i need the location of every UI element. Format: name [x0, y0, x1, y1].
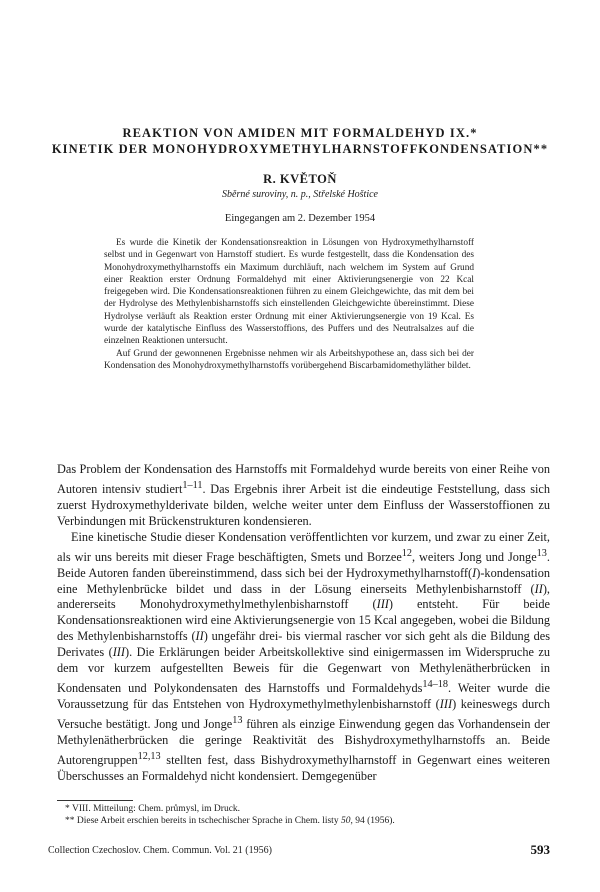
- received-date: Eingegangen am 2. Dezember 1954: [224, 213, 376, 224]
- compound-ref: II: [534, 581, 543, 596]
- citation-ref: 13: [536, 547, 547, 559]
- page-number: 593: [530, 842, 550, 857]
- compound-ref: III: [376, 597, 389, 612]
- compound-ref: III: [439, 696, 453, 711]
- article-title-line-2: KINETIK DER MONOHYDROXYMETHYLHARNSTOFFKONDENSATION**: [51, 142, 549, 156]
- citation-ref: 13: [232, 714, 243, 726]
- abstract: [104, 237, 474, 372]
- article-body: [57, 462, 550, 785]
- journal-citation: Collection Czechoslov. Chem. Commun. Vol. 21 (1956): [48, 845, 272, 856]
- footnotes: [57, 803, 550, 827]
- abstract-paragraph-2: Auf Grund der gewonnenen Ergebnisse nehmen wir als Arbeitshypothese an, dass sich bei der Kondensation des Monohydroxymethylharnstoffs vorübergehend Biscarbamidomethyläther bildet.: [104, 348, 474, 371]
- footnote-divider: [57, 800, 133, 801]
- citation-ref: 12: [401, 547, 413, 559]
- author-affiliation: Sběrné suroviny, n. p., Střelské Hoštice: [222, 189, 378, 200]
- article-title-line-1: REAKTION VON AMIDEN MIT FORMALDEHYD IX.*: [122, 126, 478, 140]
- citation-ref: 14–18: [422, 678, 448, 690]
- body-paragraph-2: Eine kinetische Studie dieser Kondensation veröffentlichten vor kurzem, und zwar zu einer Zeit, als wir uns bereits mit dieser Frage beschäftigten, Smets und Borzee$^{12}$, weiters Jong und Jonge$^{13}$. Beide Autoren fanden übereinstimmend, dass sich bei der Hydroxymethylharnstoff(I)-kondensation eine Methylenbrücke bildet und dass in der Lösung einerseits Methylenbisharnstoff (II), andererseits Monohydroxymethylmethylenbisharnstoff (III) entsteht. Für beide Kondensationsreaktionen wird eine Aktivierungsenergie von 15 Kcal angegeben, wobei die Bildung des Methylenbisharnstoffs (II) ungefähr drei- bis viermal rascher vor sich geht als die Bildung des Derivates (III). Die Erklärungen beider Arbeitskollektive sind einigermassen im Widerspruche zu dem vor kurzem aufgestellten Beweis für die Gegenwart von Methylenätherbrücken in Kondensaten und Polykondensaten des Harnstoffs und Formaldehyds$^{14-18}$. Weiter wurde die Voraussetzung für das Entstehen von Hydroxymethylmethylenbisharnstoff (III) keineswegs durch Versuche bestätigt. Jong und Jonge$^{13}$ führen als einzige Einwendung gegen das Vorhandensein der Methylenätherbrücken die geringe Reaktivität des Bishydroxymethylharnstoffs an. Beide Autorengruppen$^{12,13}$ stellten fest, dass Bishydroxymethylharnstoff in Gegenwart eines weiteren Überschusses an Formaldehyd nicht kondensiert. Demgegenüber: [57, 529, 550, 783]
- citation-ref: 12,13: [137, 750, 161, 762]
- author-name: R. KVĚTOŇ: [263, 172, 337, 186]
- compound-ref: I: [472, 565, 477, 580]
- body-paragraph-1: Das Problem der Kondensation des Harnstoffs mit Formaldehyd wurde bereits von einer Reihe von Autoren intensiv studiert$^{1-11}$. Das Ergebnis ihrer Arbeit ist die eindeutige Feststellung, dass sich zuerst Hydroxymethylderivate bilden, welche weiter unter dem Einfluss der Wasserstoffionen zu Verbindungen mit Brückenstrukturen kondensieren.: [57, 462, 550, 528]
- compound-ref: II: [195, 629, 204, 644]
- abstract-paragraph-1: Es wurde die Kinetik der Kondensationsreaktion in Lösungen von Hydroxymethylharnstoff selbst und in Gegenwart von Harnstoff studiert. Es wurde festgestellt, dass die Kondensation des Monohydroxymethylharnstoffs ein Maximum durchläuft, nach welchem im System auf Grund einer Reaktion erster Ordnung Formaldehyd mit einer Aktivierungsenergie von 22 Kcal freigegeben wird. Die Kondensationsreaktionen führen zu einem Gleichgewichte, das mit dem bei der Hydrolyse des Methylenbisharnstoffs sich einstellenden Gleichgewichte übereinstimmt. Diese Hydrolyse verläuft als Reaktion erster Ordnung mit einer Aktivierungsenergie von 19 Kcal. Es wurde der katalytische Einfluss des Wasserstoffions, des Puffers und des Neutralsalzes auf die einzelnen Reaktionen untersucht.: [104, 238, 474, 347]
- footnote-2: ** Diese Arbeit erschien bereits in tschechischer Sprache in Chem. listy 50, 94 (1956).: [65, 816, 395, 826]
- footnote-1: * VIII. Mitteilung: Chem. průmysl, im Druck.: [65, 804, 241, 814]
- compound-ref: III: [112, 645, 125, 660]
- citation-ref: 1–11: [182, 479, 203, 491]
